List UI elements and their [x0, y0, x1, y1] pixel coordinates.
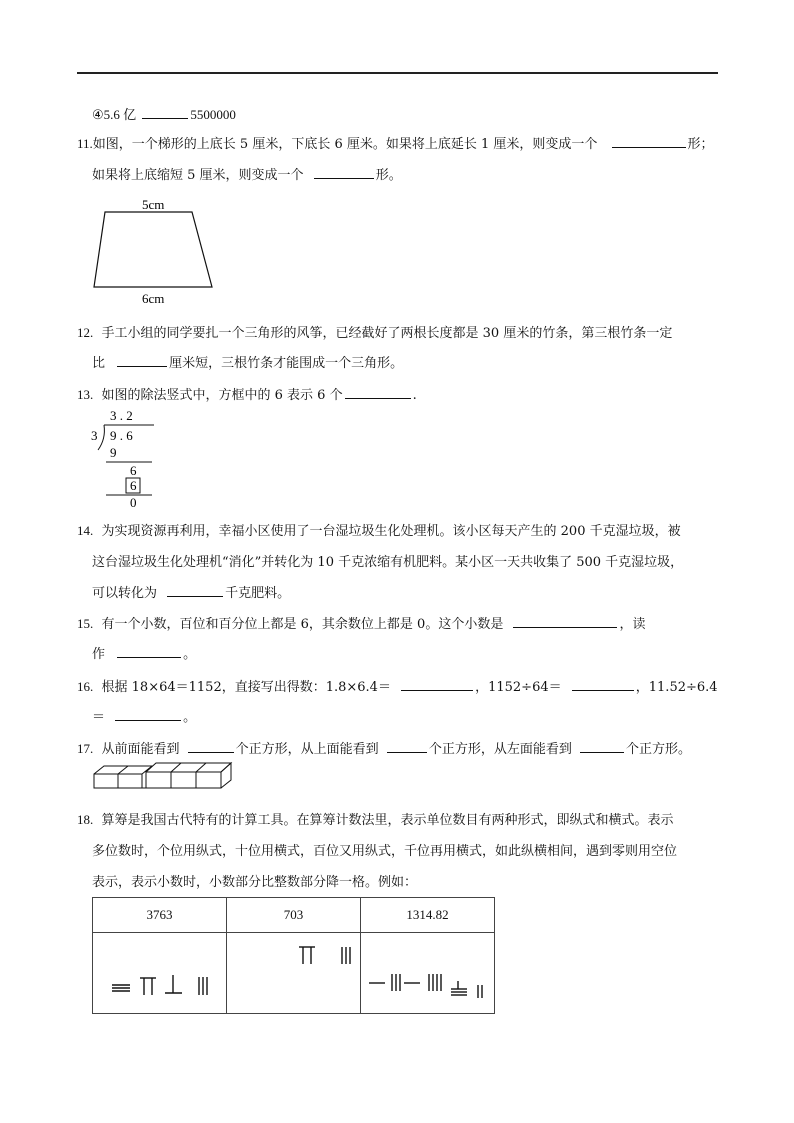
q13-blank[interactable] [345, 385, 411, 399]
q18-text-b: 多位数时，个位用纵式，十位用横式，百位又用纵式，千位再用横式，如此纵横相间，遇到零则用空位 [92, 844, 678, 859]
long-division-figure [88, 406, 158, 510]
division-bracket [98, 425, 104, 450]
q18-text-c: 表示，表示小数时，小数部分比整数部分降一格。例如： [92, 875, 418, 890]
rods-703-cell [227, 933, 361, 1014]
q15-text-c: 作 [92, 647, 106, 662]
q15-text-d: 。 [183, 647, 197, 662]
division-dividend: 9 . 6 [110, 428, 133, 443]
q15-line2 [92, 643, 196, 662]
table-header-cell: 3763 [93, 898, 227, 933]
trapezoid-bottom-label: 6cm [142, 291, 165, 306]
q14-text-a: 为实现资源再利用，幸福小区使用了一台湿垃圾生化处理机。该小区每天产生的 200 千克湿垃圾，被 [101, 524, 681, 539]
q15-line1 [77, 613, 645, 632]
q14-line1 [77, 520, 681, 539]
item-left-value: 5.6 亿 [103, 107, 137, 122]
q13-text-a: 如图的除法竖式中，方框中的 6 表示 6 个 [101, 388, 343, 403]
division-step-2: 6 [130, 463, 137, 478]
q11-text-a: 如图，一个梯形的上底长 5 厘米，下底长 6 厘米。如果将上底延长 1 厘米，则变成一个 [92, 137, 598, 152]
q17-text-d: 个正方形。 [625, 742, 691, 757]
q13-number: 13. [77, 387, 94, 402]
q17-blank-1[interactable] [188, 739, 234, 753]
q18-line3 [92, 871, 417, 890]
rods-1314-82-icon [361, 933, 494, 1009]
q18-text-a: 算筹是我国古代特有的计算工具。在算筹计数法里，表示单位数目有两种形式，即纵式和横式。表示 [101, 813, 674, 828]
q17-text-c: 个正方形，从左面能看到 [428, 742, 572, 757]
q11-text-c: 如果将上底缩短 5 厘米，则变成一个 [92, 168, 304, 183]
q11-line1 [77, 133, 714, 152]
q11-number: 11. [77, 136, 93, 151]
q17-line [77, 738, 691, 757]
table-rod-row [93, 933, 495, 1014]
q14-line3 [92, 582, 290, 601]
q15-text-b: ，读 [619, 617, 646, 632]
q14-text-b: 这台湿垃圾生化处理机“消化”并转化为 10 千克浓缩有机肥料。某小区一天共收集了 500 千克湿垃圾， [92, 555, 684, 570]
rods-3763-cell [93, 933, 227, 1014]
q18-line2 [92, 840, 677, 859]
q14-line2 [92, 551, 683, 570]
q16-number: 16. [77, 679, 94, 694]
cube-stack-figure [90, 760, 250, 790]
trapezoid-shape [94, 212, 212, 287]
q18-number: 18. [77, 812, 94, 827]
rods-1314-82-cell [361, 933, 495, 1014]
q12-text-c: 厘米短，三根竹条才能围成一个三角形。 [169, 356, 404, 371]
table-header-cell: 703 [227, 898, 361, 933]
division-divisor: 3 [91, 428, 98, 443]
q14-text-c: 可以转化为 [92, 586, 158, 601]
table-header-cell: 1314.82 [361, 898, 495, 933]
q17-text-a: 从前面能看到 [101, 742, 180, 757]
q17-number: 17. [77, 741, 94, 756]
division-step-1: 9 [110, 445, 117, 460]
q12-text-b: 比 [92, 356, 106, 371]
q17-blank-2[interactable] [387, 739, 427, 753]
q16-line1 [77, 676, 718, 695]
item-marker: ④ [92, 108, 104, 123]
q15-text-a: 有一个小数，百位和百分位上都是 6，其余数位上都是 0。这个小数是 [101, 617, 504, 632]
q12-line2 [92, 352, 403, 371]
division-remainder: 0 [130, 495, 137, 510]
q11-blank-2[interactable] [314, 165, 374, 179]
q14-text-d: 千克肥料。 [225, 586, 291, 601]
q15-blank-1[interactable] [513, 614, 617, 628]
header-rule [77, 72, 718, 74]
q18-line1 [77, 809, 674, 828]
q15-number: 15. [77, 616, 94, 631]
counting-rod-table [92, 897, 495, 1014]
q12-number: 12. [77, 325, 94, 340]
compare-blank[interactable] [142, 105, 188, 119]
q16-blank-2[interactable] [572, 677, 634, 691]
q14-number: 14. [77, 523, 94, 538]
q13-line [77, 384, 417, 403]
q16-text-d: ＝ [92, 710, 106, 725]
q16-text-b: ，1152÷64＝ [475, 680, 562, 695]
item-4-line [92, 104, 236, 123]
division-boxed-digit: 6 [130, 478, 137, 493]
trapezoid-figure [90, 195, 220, 307]
q16-blank-1[interactable] [401, 677, 473, 691]
division-quotient: 3 . 2 [110, 408, 133, 423]
rods-703-icon [227, 933, 360, 1009]
q11-line2 [92, 164, 402, 183]
q11-text-d: 形。 [375, 168, 402, 183]
item-right-value: 5500000 [190, 107, 236, 122]
q16-blank-3[interactable] [115, 707, 181, 721]
q14-blank[interactable] [167, 583, 223, 597]
q16-text-e: 。 [183, 710, 197, 725]
trapezoid-top-label: 5cm [142, 197, 165, 212]
rods-3763-icon [93, 933, 226, 1009]
q16-line2 [92, 706, 196, 725]
q15-blank-2[interactable] [117, 644, 181, 658]
q12-line1 [77, 322, 672, 341]
q13-text-b: . [412, 388, 417, 403]
q17-blank-3[interactable] [580, 739, 624, 753]
table-header-row [93, 898, 495, 933]
q11-text-b: 形； [687, 137, 714, 152]
q11-blank-1[interactable] [612, 134, 686, 148]
cube-stack-lines [94, 763, 231, 788]
q12-text-a: 手工小组的同学要扎一个三角形的风筝，已经截好了两根长度都是 30 厘米的竹条，第三根竹条一定 [101, 326, 673, 341]
q16-text-c: ，11.52÷6.4 [635, 680, 718, 695]
q17-text-b: 个正方形，从上面能看到 [235, 742, 379, 757]
q16-text-a: 根据 18×64＝1152，直接写出得数：1.8×6.4＝ [101, 680, 391, 695]
q12-blank[interactable] [117, 353, 167, 367]
